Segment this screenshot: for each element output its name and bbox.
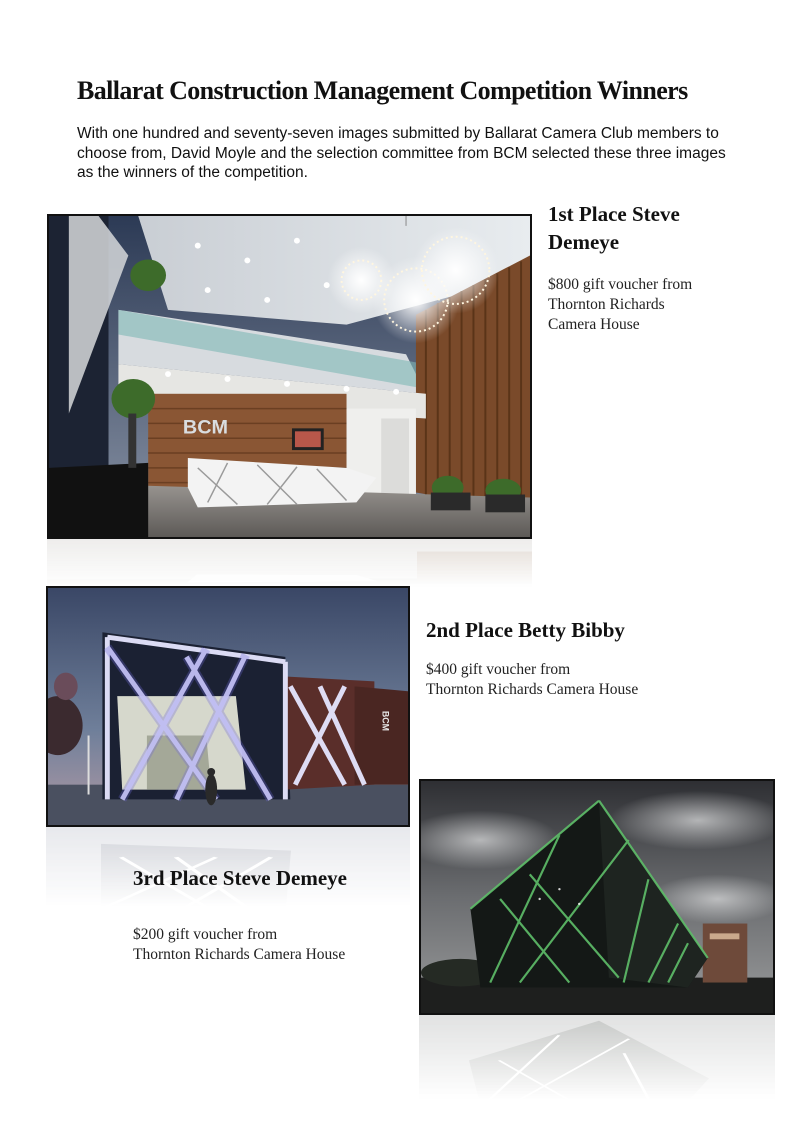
second-place-heading: 2nd Place Betty Bibby [426,618,625,642]
first-place-prize-line: Thornton Richards [548,296,665,313]
second-place-prize-line: $400 gift voucher from [426,661,571,678]
first-place-prize [548,275,748,335]
intro-paragraph: With one hundred and seventy-seven images submitted by Ballarat Camera Club members to choose from, David Moyle and the selection committee from BCM selected these three images as the winners of the competition. [77,125,726,181]
third-place-prize [133,925,413,965]
second-place-prize [426,660,706,700]
first-place-prize-line: $800 gift voucher from [548,276,693,293]
first-place-photo [47,214,532,539]
page-title: Ballarat Construction Management Competition Winners [77,76,688,105]
bcm-building-sign: BCM [380,710,391,732]
first-place-heading: 1st Place Steve Demeye [548,202,680,254]
second-place-prize-line: Thornton Richards Camera House [426,681,639,698]
first-place-photo-reflection [47,539,532,587]
third-place-prize-line: Thornton Richards Camera House [133,946,346,963]
third-place-heading: 3rd Place Steve Demeye [133,866,347,890]
third-place-prize-line: $200 gift voucher from [133,926,278,943]
first-place-prize-line: Camera House [548,316,640,333]
bcm-sign-text: BCM [182,416,229,439]
third-place-photo-reflection [419,1015,775,1100]
third-place-photo [419,779,775,1015]
second-place-photo [46,586,410,827]
